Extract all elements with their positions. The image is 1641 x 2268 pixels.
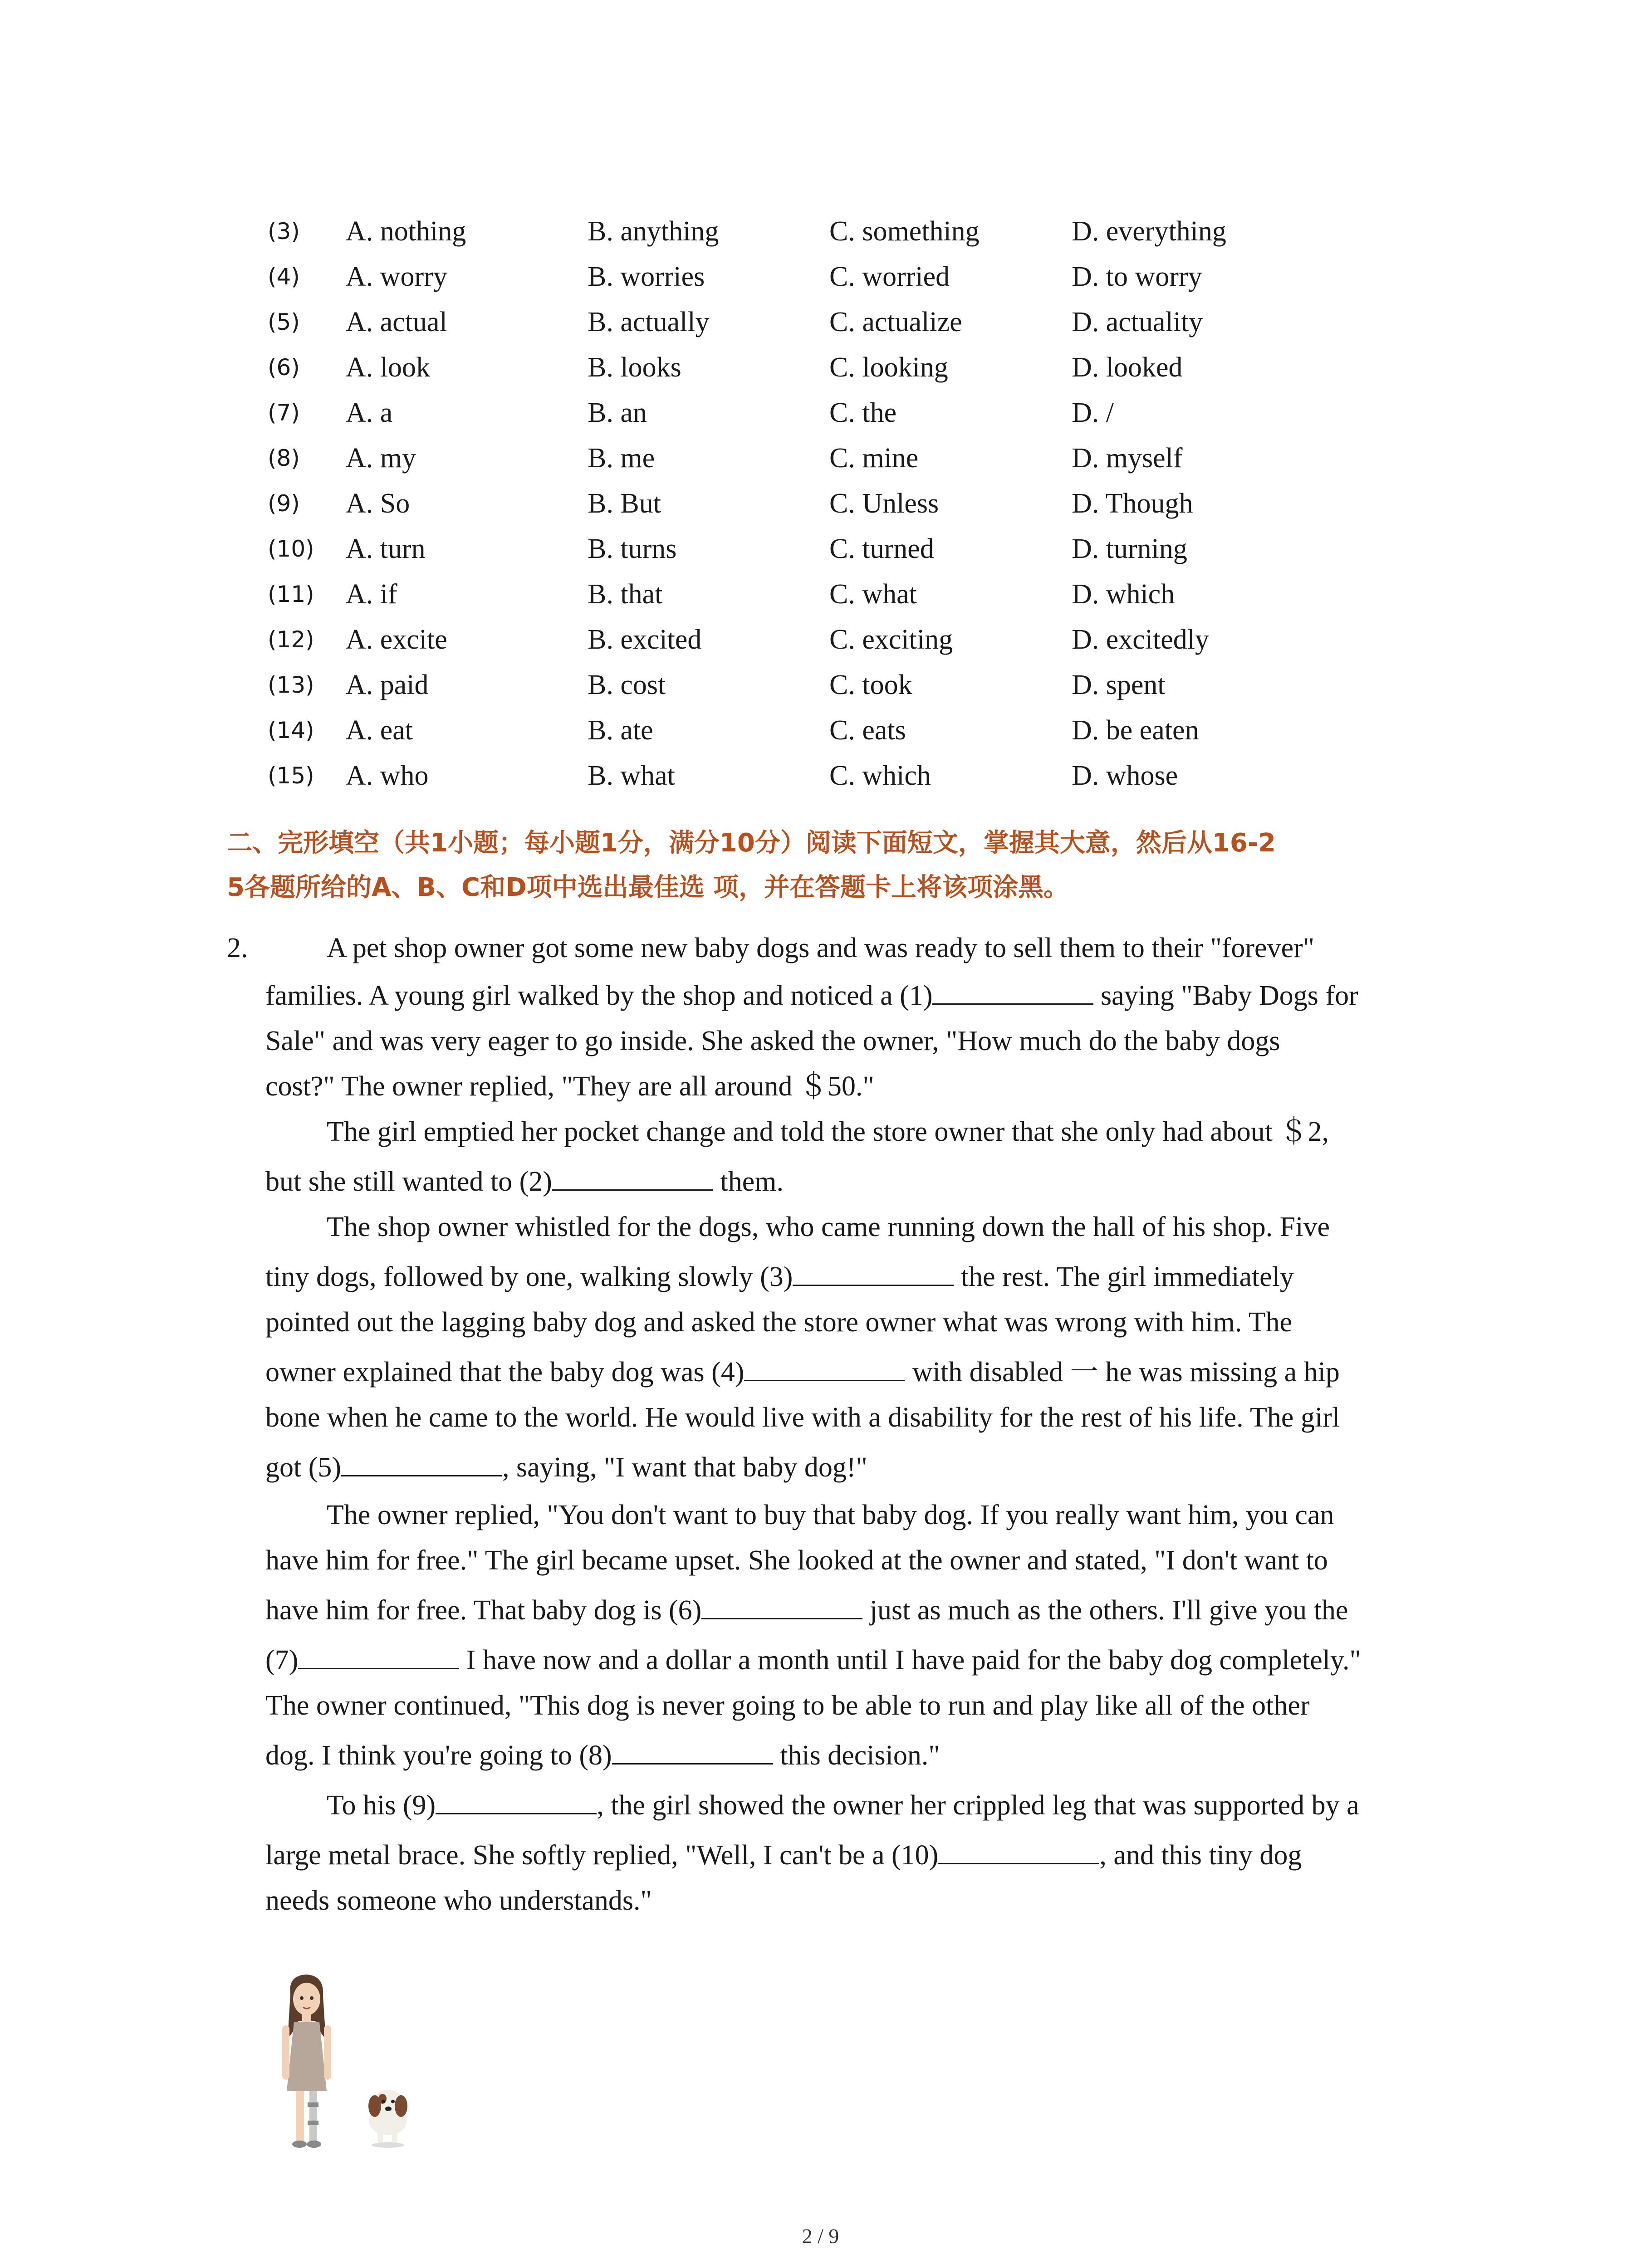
option-number: (5) <box>268 309 300 335</box>
option-d[interactable]: D. looked <box>1072 352 1183 383</box>
passage-line: have him for free." The girl became upset. She looked at the owner and stated, "I don't want to <box>265 1545 1328 1576</box>
option-row <box>0 619 1641 660</box>
option-a[interactable]: A. eat <box>346 715 413 746</box>
option-a[interactable]: A. So <box>346 488 410 519</box>
option-number: (4) <box>268 264 300 290</box>
option-row <box>0 755 1641 796</box>
option-d[interactable]: D. myself <box>1072 443 1183 474</box>
section-heading-line2: 5各题所给的A、B、C和D项中选出最佳选 项，并在答题卡上将该项涂黑。 <box>227 873 1069 902</box>
passage-line: The owner continued, "This dog is never going to be able to run and play like all of the other <box>265 1690 1310 1721</box>
blank-1[interactable] <box>932 978 1093 1005</box>
girl-and-dog-illustration <box>272 1971 422 2157</box>
option-d[interactable]: D. Though <box>1072 488 1193 519</box>
option-number: (15) <box>268 763 314 789</box>
option-number: (14) <box>268 717 314 743</box>
question-number: 2. <box>227 933 248 963</box>
option-row <box>0 574 1641 615</box>
option-a[interactable]: A. a <box>346 397 393 428</box>
option-c[interactable]: C. the <box>829 397 897 428</box>
option-a[interactable]: A. if <box>346 579 397 610</box>
option-a[interactable]: A. paid <box>346 670 429 700</box>
option-d[interactable]: D. excitedly <box>1072 624 1210 655</box>
option-b[interactable]: B. But <box>588 488 661 519</box>
blank-7[interactable] <box>298 1642 459 1669</box>
passage-line: cost?" The owner replied, "They are all around ＄50." <box>265 1071 874 1102</box>
option-d[interactable]: D. spent <box>1072 670 1166 700</box>
passage-line: tiny dogs, followed by one, walking slowly (3) the rest. The girl immediately <box>265 1256 1294 1297</box>
option-number: (3) <box>268 218 300 244</box>
option-d[interactable]: D. which <box>1072 579 1175 610</box>
option-a[interactable]: A. excite <box>346 624 447 655</box>
option-row <box>0 256 1641 297</box>
option-b[interactable]: B. what <box>588 760 675 791</box>
passage-line: The girl emptied her pocket change and told the store owner that she only had about ＄2, <box>327 1116 1329 1147</box>
passage-line: dog. I think you're going to (8) this decision." <box>265 1735 940 1776</box>
option-c[interactable]: C. actualize <box>829 307 962 337</box>
option-number: (8) <box>268 445 300 471</box>
option-row <box>0 211 1641 252</box>
dog-figure <box>368 2090 407 2148</box>
option-b[interactable]: B. me <box>588 443 655 474</box>
passage-line: needs someone who understands." <box>265 1885 652 1916</box>
option-b[interactable]: B. actually <box>588 307 710 337</box>
option-c[interactable]: C. took <box>829 670 912 700</box>
passage-line: owner explained that the baby dog was (4) with disabled 一 he was missing a hip <box>265 1352 1340 1393</box>
option-b[interactable]: B. that <box>588 579 663 610</box>
option-a[interactable]: A. who <box>346 760 429 791</box>
passage-line: The shop owner whistled for the dogs, who came running down the hall of his shop. Five <box>327 1212 1330 1242</box>
option-b[interactable]: B. ate <box>588 715 653 746</box>
option-d[interactable]: D. actuality <box>1072 307 1203 337</box>
section-heading-line1: 二、完形填空（共1小题；每小题1分，满分10分）阅读下面短文，掌握其大意，然后从16-2 <box>227 828 1276 858</box>
blank-10[interactable] <box>938 1838 1099 1864</box>
option-c[interactable]: C. worried <box>829 261 950 292</box>
option-b[interactable]: B. anything <box>588 216 719 247</box>
option-row <box>0 710 1641 751</box>
option-row <box>0 665 1641 705</box>
option-c[interactable]: C. turned <box>829 533 934 564</box>
passage-line: families. A young girl walked by the shop and noticed a (1) saying "Baby Dogs for <box>265 975 1358 1016</box>
option-b[interactable]: B. looks <box>588 352 681 383</box>
option-d[interactable]: D. be eaten <box>1072 715 1199 746</box>
option-b[interactable]: B. cost <box>588 670 666 700</box>
option-c[interactable]: C. which <box>829 760 931 791</box>
option-b[interactable]: B. worries <box>588 261 705 292</box>
option-a[interactable]: A. my <box>346 443 416 474</box>
blank-6[interactable] <box>701 1593 862 1619</box>
blank-8[interactable] <box>612 1738 773 1765</box>
option-c[interactable]: C. what <box>829 579 917 610</box>
option-b[interactable]: B. excited <box>588 624 702 655</box>
option-row <box>0 392 1641 433</box>
option-a[interactable]: A. look <box>346 352 430 383</box>
blank-2[interactable] <box>552 1164 713 1191</box>
option-a[interactable]: A. nothing <box>346 216 466 247</box>
option-row <box>0 438 1641 479</box>
blank-3[interactable] <box>793 1259 954 1286</box>
option-b[interactable]: B. an <box>588 397 647 428</box>
option-number: (6) <box>268 354 300 381</box>
option-number: (9) <box>268 490 300 517</box>
option-c[interactable]: C. exciting <box>829 624 953 655</box>
passage-line: have him for free. That baby dog is (6) just as much as the others. I'll give you the <box>265 1590 1348 1631</box>
blank-4[interactable] <box>744 1354 905 1381</box>
option-row <box>0 347 1641 388</box>
passage-line: (7) I have now and a dollar a month until I have paid for the baby dog completely." <box>265 1640 1361 1681</box>
option-b[interactable]: B. turns <box>588 533 677 564</box>
option-number: (12) <box>268 626 314 653</box>
girl-figure <box>282 1975 331 2148</box>
passage-line: bone when he came to the world. He would live with a disability for the rest of his life. The girl <box>265 1402 1340 1433</box>
option-number: (11) <box>268 581 314 607</box>
option-d[interactable]: D. to worry <box>1072 261 1202 292</box>
passage-line: The owner replied, "You don't want to buy that baby dog. If you really want him, you can <box>327 1500 1334 1530</box>
passage-line: pointed out the lagging baby dog and asked the store owner what was wrong with him. The <box>265 1307 1293 1338</box>
option-row <box>0 302 1641 342</box>
blank-5[interactable] <box>341 1450 502 1476</box>
option-d[interactable]: D. / <box>1072 397 1114 428</box>
option-d[interactable]: D. turning <box>1072 533 1187 564</box>
blank-9[interactable] <box>436 1788 597 1814</box>
option-row <box>0 528 1641 569</box>
option-a[interactable]: A. actual <box>346 307 447 337</box>
option-number: (7) <box>268 400 300 426</box>
passage-line: To his (9) , the girl showed the owner her crippled leg that was supported by a <box>327 1785 1359 1826</box>
option-c[interactable]: C. looking <box>829 352 948 383</box>
option-d[interactable]: D. whose <box>1072 760 1178 791</box>
option-a[interactable]: A. worry <box>346 261 447 292</box>
option-c[interactable]: C. Unless <box>829 488 939 519</box>
option-c[interactable]: C. eats <box>829 715 906 746</box>
passage-line: but she still wanted to (2) them. <box>265 1161 784 1202</box>
passage-line: Sale" and was very eager to go inside. She asked the owner, "How much do the baby dogs <box>265 1026 1280 1056</box>
option-row <box>0 483 1641 524</box>
option-number: (13) <box>268 672 314 698</box>
option-c[interactable]: C. something <box>829 216 980 247</box>
passage-line: large metal brace. She softly replied, "Well, I can't be a (10) , and this tiny dog <box>265 1835 1302 1876</box>
option-c[interactable]: C. mine <box>829 443 919 474</box>
passage-line: A pet shop owner got some new baby dogs and was ready to sell them to their "forever" <box>327 933 1315 963</box>
option-number: (10) <box>268 536 314 562</box>
option-a[interactable]: A. turn <box>346 533 426 564</box>
page-number: 2 / 9 <box>802 2224 839 2248</box>
option-d[interactable]: D. everything <box>1072 216 1226 247</box>
passage-line: got (5) , saying, "I want that baby dog!" <box>265 1447 867 1488</box>
